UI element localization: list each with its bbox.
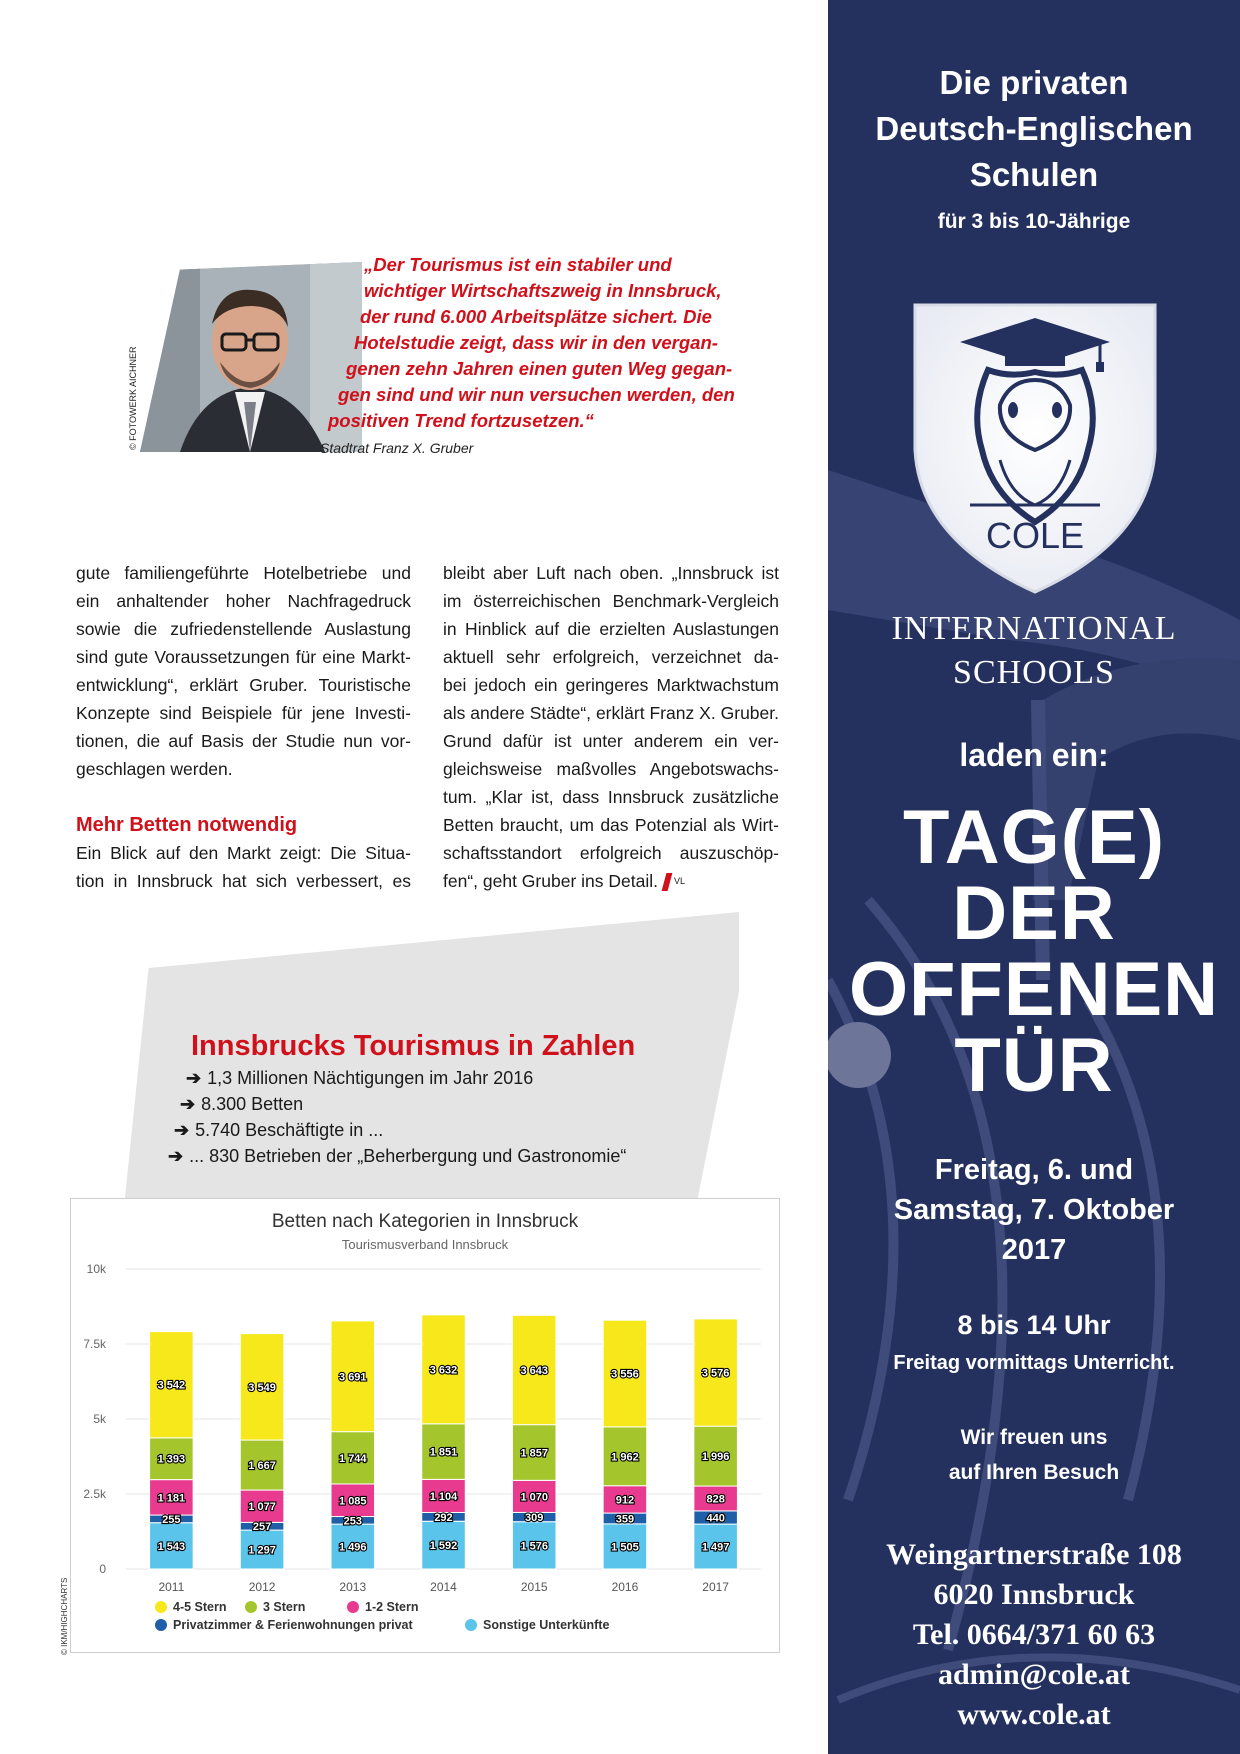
legend-label: Sonstige Unterkünfte xyxy=(483,1618,610,1632)
email-link[interactable]: admin@cole.at xyxy=(937,1658,1131,1691)
data-label: 3 643 xyxy=(520,1364,548,1377)
data-label: 1 576 xyxy=(520,1540,548,1553)
y-tick-label: 10k xyxy=(86,1262,106,1276)
legend-marker xyxy=(155,1601,167,1613)
event-dates xyxy=(828,1150,1240,1270)
quote-line: genen zehn Jahren einen guten Weg gegan- xyxy=(346,358,733,379)
body-line: Grund dafür ist unter anderem ein ver- xyxy=(443,731,779,751)
welcome-message xyxy=(828,1420,1240,1490)
phone-number: Tel. 0664/371 60 63 xyxy=(912,1618,1156,1651)
x-tick-label: 2017 xyxy=(702,1580,729,1594)
quote-line: „Der Tourismus ist ein stabiler und xyxy=(364,254,672,275)
data-label: 3 549 xyxy=(248,1381,276,1394)
data-label: 1 592 xyxy=(429,1540,458,1553)
event-line: OFFENEN xyxy=(848,947,1220,1032)
chart-title: Betten nach Kategorien in Innsbruck xyxy=(271,1211,579,1232)
body-line: bei jedoch ein geringeres Marktwachstum xyxy=(443,675,779,695)
data-label: 1 181 xyxy=(157,1492,186,1505)
address-street: Weingartnerstraße 108 xyxy=(886,1538,1182,1571)
stat-text: ... 830 Betrieben der „Beherbergung und Gastronomie“ xyxy=(189,1146,627,1166)
x-tick-label: 2015 xyxy=(520,1580,548,1594)
logo-wordmark: COLE xyxy=(985,515,1085,556)
data-label: 1 962 xyxy=(611,1451,639,1464)
intl-line: INTERNATIONAL xyxy=(891,610,1177,647)
hours-note: Freitag vormittags Unterricht. xyxy=(893,1352,1175,1374)
data-label: 1 851 xyxy=(429,1446,458,1459)
data-label: 1 667 xyxy=(248,1460,276,1473)
legend-label: 3 Stern xyxy=(263,1600,306,1614)
invitation: laden ein: xyxy=(959,737,1109,773)
body-line: in Hinblick auf die erzielten Auslastungen xyxy=(443,619,779,639)
chart-frame xyxy=(70,1198,780,1653)
data-label: 1 996 xyxy=(701,1451,730,1464)
data-label: 309 xyxy=(525,1512,544,1525)
body-line: tionen, die auf Basis der Studie nun vor- xyxy=(76,731,411,751)
body-line: tum. „Klar ist, dass Innsbruck zusätzliche xyxy=(443,787,779,807)
welcome-line: auf Ihren Besuch xyxy=(948,1461,1120,1484)
data-label: 255 xyxy=(162,1513,181,1526)
pull-quote xyxy=(318,252,735,434)
date-line: Samstag, 7. Oktober xyxy=(893,1194,1175,1226)
body-line: im österreichischen Benchmark-Vergleich xyxy=(443,591,779,611)
stat-item xyxy=(186,1068,533,1089)
data-label: 1 496 xyxy=(339,1541,367,1554)
body-line: bleibt aber Luft nach oben. „Innsbruck ist xyxy=(443,563,779,583)
arrow-icon: ➔ xyxy=(168,1146,184,1166)
body-line: geschlagen werden. xyxy=(76,759,233,779)
body-line: entwicklung“, erklärt Gruber. Touristische xyxy=(76,675,411,695)
contact-block xyxy=(828,1535,1240,1735)
legend-label: Privatzimmer & Ferienwohnungen privat xyxy=(173,1618,413,1632)
quote-line: der rund 6.000 Arbeitsplätze sichert. Die xyxy=(360,306,712,327)
article-column-left xyxy=(76,559,411,895)
x-tick-label: 2016 xyxy=(611,1580,639,1594)
body-line: als andere Städte“, erklärt Franz X. Gruber. xyxy=(443,703,779,723)
y-tick-label: 2.5k xyxy=(83,1487,106,1501)
author-initials: VL xyxy=(673,876,685,886)
open-day-title xyxy=(828,795,1240,1108)
data-label: 1 543 xyxy=(157,1540,186,1553)
data-label: 1 077 xyxy=(248,1501,276,1514)
arrow-icon: ➔ xyxy=(180,1094,196,1114)
bed-category-chart xyxy=(71,1199,779,1652)
international-schools xyxy=(828,607,1240,695)
data-label: 1 070 xyxy=(520,1491,548,1504)
age-range: für 3 bis 10-Jährige xyxy=(937,210,1131,233)
stat-item xyxy=(174,1120,383,1141)
stats-title: Innsbrucks Tourismus in Zahlen xyxy=(191,1030,636,1062)
legend-marker xyxy=(347,1601,359,1613)
data-label: 1 104 xyxy=(429,1490,458,1503)
data-label: 1 744 xyxy=(339,1452,367,1465)
y-tick-label: 0 xyxy=(99,1562,106,1576)
body-line: fen“, geht Gruber ins Detail. xyxy=(443,871,658,891)
headline-line: Deutsch-Englischen xyxy=(875,110,1193,147)
event-line: TÜR xyxy=(954,1023,1114,1108)
quote-line: Hotelstudie zeigt, dass wir in den vergan- xyxy=(354,332,718,353)
x-tick-label: 2012 xyxy=(248,1580,276,1594)
data-label: 3 691 xyxy=(339,1371,367,1384)
data-label: 292 xyxy=(434,1511,453,1524)
data-label: 3 542 xyxy=(157,1379,186,1392)
event-line: TAG(E) xyxy=(902,795,1166,880)
ad-headline xyxy=(828,60,1240,198)
data-label: 3 576 xyxy=(701,1367,730,1380)
data-label: 1 497 xyxy=(701,1541,730,1554)
article-column-right xyxy=(443,559,779,895)
stat-text: 8.300 Betten xyxy=(201,1094,304,1114)
address-city: 6020 Innsbruck xyxy=(933,1578,1135,1611)
y-tick-label: 5k xyxy=(93,1412,106,1426)
quote-line: positiven Trend fortzusetzen.“ xyxy=(328,410,594,431)
stat-item xyxy=(180,1094,303,1115)
legend-marker xyxy=(155,1619,167,1631)
event-line: DER xyxy=(952,871,1116,956)
welcome-line: Wir freuen uns xyxy=(960,1426,1108,1449)
body-line: aktuell sehr erfolgreich, verzeichnet da- xyxy=(443,647,779,667)
stat-text: 5.740 Beschäftigte in ... xyxy=(195,1120,384,1140)
arrow-icon: ➔ xyxy=(186,1068,202,1088)
quote-line: gen sind und wir nun versuchen werden, den xyxy=(338,384,735,405)
body-line: Ein Blick auf den Markt zeigt: Die Situa- xyxy=(76,843,411,863)
opening-hours: 8 bis 14 Uhr xyxy=(957,1310,1111,1340)
section-subheading: Mehr Betten notwendig xyxy=(76,814,298,836)
legend-label: 4-5 Stern xyxy=(173,1600,227,1614)
data-label: 1 297 xyxy=(248,1544,276,1557)
body-line: ein anhaltender hoher Nachfragedruck xyxy=(76,591,411,611)
body-line-final xyxy=(443,867,779,895)
legend-marker xyxy=(465,1619,477,1631)
x-tick-label: 2011 xyxy=(158,1580,185,1594)
photo-credit: © FOTOWERK AICHNER xyxy=(128,346,138,450)
data-label: 1 393 xyxy=(157,1453,186,1466)
body-line: tion in Innsbruck hat sich verbessert, es xyxy=(76,871,411,891)
data-label: 1 857 xyxy=(520,1447,548,1460)
body-line: Betten braucht, um das Potenzial als Wirt- xyxy=(443,815,779,835)
school-advertisement xyxy=(828,0,1240,1754)
legend-marker xyxy=(245,1601,257,1613)
data-label: 1 085 xyxy=(339,1495,367,1508)
data-label: 912 xyxy=(615,1494,635,1507)
y-tick-label: 7.5k xyxy=(83,1337,106,1351)
legend-label: 1-2 Stern xyxy=(365,1600,419,1614)
date-line: Freitag, 6. und xyxy=(934,1154,1134,1186)
data-label: 828 xyxy=(706,1493,725,1506)
body-line: Konzepte sind Beispiele für jene Investi- xyxy=(76,703,411,723)
headline-line: Die privaten xyxy=(939,64,1129,101)
quote-attribution: Stadtrat Franz X. Gruber xyxy=(320,440,474,456)
data-label: 1 505 xyxy=(611,1541,639,1554)
chart-credit: © IKM/HIGHCHARTS xyxy=(60,1577,69,1655)
cole-logo-shield xyxy=(910,300,1160,595)
x-tick-label: 2014 xyxy=(430,1580,457,1594)
stat-text: 1,3 Millionen Nächtigungen im Jahr 2016 xyxy=(207,1068,534,1088)
body-line: sowie die zufriedenstellende Auslastung xyxy=(76,619,411,639)
data-label: 440 xyxy=(706,1512,725,1525)
data-label: 257 xyxy=(252,1521,272,1534)
intl-line: SCHOOLS xyxy=(953,654,1115,691)
body-line: gute familiengeführte Hotelbetriebe und xyxy=(76,563,411,583)
website-link[interactable]: www.cole.at xyxy=(957,1698,1111,1731)
stat-item xyxy=(168,1146,626,1167)
body-line: sind gute Voraussetzungen für eine Markt- xyxy=(76,647,411,667)
data-label: 359 xyxy=(615,1513,635,1526)
data-label: 3 632 xyxy=(429,1364,458,1377)
date-line: 2017 xyxy=(1001,1234,1067,1266)
data-label: 3 556 xyxy=(611,1368,639,1381)
quote-line: wichtiger Wirtschaftszweig in Innsbruck, xyxy=(364,280,722,301)
end-mark-icon xyxy=(662,873,673,891)
body-line: gleichsweise maßvolles Angebotswachs- xyxy=(443,759,779,779)
arrow-icon: ➔ xyxy=(174,1120,190,1140)
data-label: 253 xyxy=(343,1515,362,1528)
body-line: schaftsstandort erfolgreich auszuschöp- xyxy=(443,843,779,863)
x-tick-label: 2013 xyxy=(339,1580,367,1594)
headline-line: Schulen xyxy=(969,156,1099,193)
chart-subtitle: Tourismusverband Innsbruck xyxy=(341,1237,509,1252)
